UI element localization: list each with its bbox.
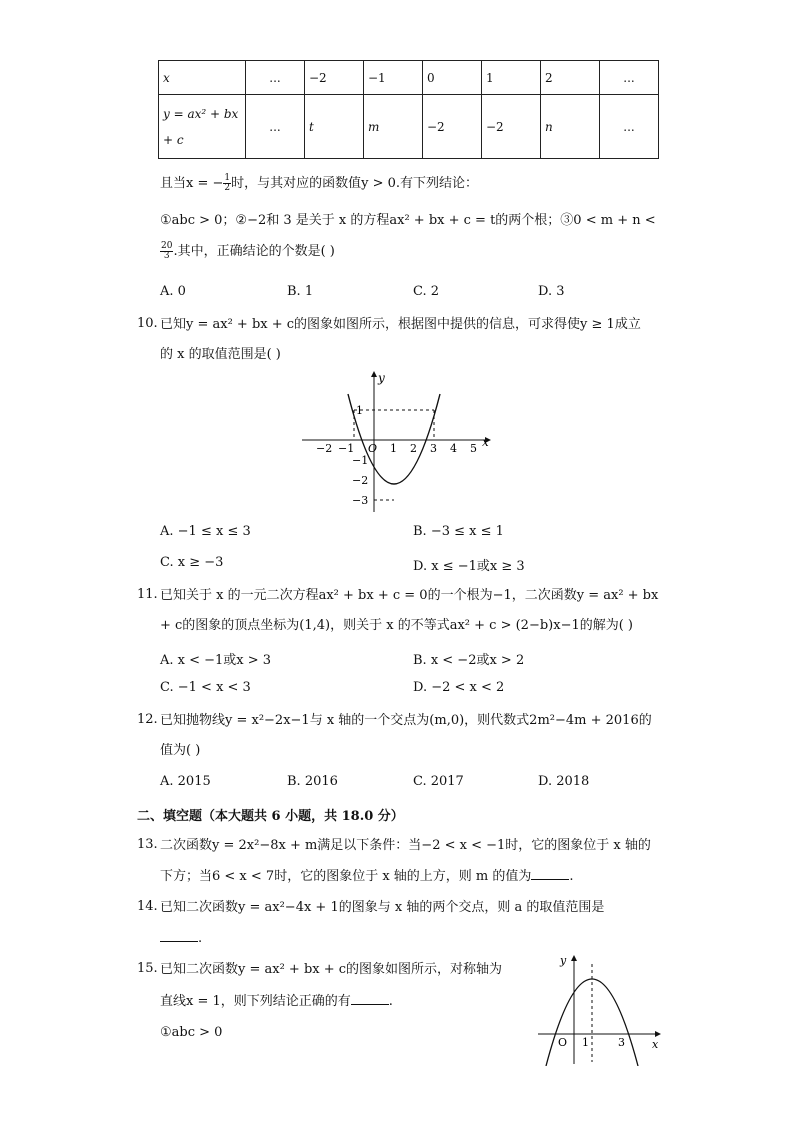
row-label-line: y = ax² + bx: [163, 106, 239, 121]
q11-line1: 已知关于 x 的一元二次方程ax² + bx + c = 0的一个根为−1，二次函数y = ax² + bx: [160, 588, 659, 603]
x-tick-label: −2: [316, 442, 333, 455]
q14-line1: 已知二次函数y = ax²−4x + 1的图象与 x 轴的两个交点，则 a 的取值范围是: [160, 900, 605, 915]
option-d[interactable]: D. 2018: [538, 774, 590, 789]
x-tick-label: 5: [470, 442, 477, 455]
option-a[interactable]: A. x < −1或x > 3: [160, 653, 272, 668]
option-c[interactable]: C. −1 < x < 3: [160, 680, 251, 695]
x-tick-label: 1: [390, 442, 397, 455]
y-tick-label: −1: [352, 454, 369, 467]
fraction-num: 20: [161, 241, 173, 251]
table-cell: [159, 95, 246, 159]
q15-text: .: [388, 994, 393, 1009]
option-b[interactable]: B. 2016: [287, 774, 338, 789]
fraction-den: 2: [224, 183, 231, 193]
question-number: 12.: [137, 712, 158, 727]
table-cell: ...: [600, 61, 659, 95]
q13-line2: [160, 867, 574, 886]
q9-line2: ①abc > 0；②−2和 3 是关于 x 的方程ax² + bx + c = t的两个根；③0 < m + n <: [160, 213, 656, 228]
q9-line3: [160, 242, 335, 261]
option-b[interactable]: B. x < −2或x > 2: [413, 653, 525, 668]
q10-line2: 的 x 的取值范围是( ): [160, 347, 281, 362]
fraction-num: 1: [224, 173, 231, 183]
option-c[interactable]: C. x ≥ −3: [160, 555, 224, 570]
question-number: 15.: [137, 961, 158, 976]
x-tick-label: −1: [338, 442, 355, 455]
question-number: 10.: [137, 316, 158, 331]
origin-label: O: [368, 442, 378, 455]
fraction: [160, 242, 173, 261]
y-axis-label: y: [560, 954, 567, 967]
values-table: [158, 60, 659, 159]
q15-text: 直线x = 1，则下列结论正确的有: [160, 994, 351, 1009]
q10-line1: 已知y = ax² + bx + c的图象如图所示，根据图中提供的信息，可求得使y ≥ 1成立: [160, 317, 641, 332]
table-cell: ...: [246, 61, 305, 95]
fraction: [223, 174, 231, 193]
q12-line1: 已知抛物线y = x²−2x−1与 x 轴的一个交点为(m,0)，则代数式2m²−4m + 2016的: [160, 713, 652, 728]
table-cell: m: [364, 95, 423, 159]
table-cell: −2: [423, 95, 482, 159]
section-heading: 二、填空题（本大题共 6 小题，共 18.0 分）: [137, 809, 404, 824]
option-d[interactable]: D. x ≤ −1或x ≥ 3: [413, 559, 525, 574]
table-cell: 2: [541, 61, 600, 95]
table-row: [159, 61, 659, 95]
q14-line2: [160, 929, 202, 948]
option-b[interactable]: B. 1: [287, 284, 314, 299]
table-cell: −2: [305, 61, 364, 95]
option-c[interactable]: C. 2: [413, 284, 440, 299]
option-b[interactable]: B. −3 ≤ x ≤ 1: [413, 524, 504, 539]
option-d[interactable]: D. −2 < x < 2: [413, 680, 505, 695]
fraction-den: 3: [163, 251, 170, 261]
table-cell: x: [159, 61, 246, 95]
q11-line2: + c的图象的顶点坐标为(1,4)，则关于 x 的不等式ax² + c > (2−b)x−1的解为( ): [160, 618, 634, 633]
table-cell: t: [305, 95, 364, 159]
origin-label: O: [558, 1036, 568, 1049]
parabola-curve: [546, 979, 638, 1066]
q9-text: 时，与其对应的函数值y > 0.有下列结论：: [231, 176, 479, 191]
table-row: [159, 95, 659, 159]
q15-line2: [160, 992, 393, 1011]
x-tick-label: 2: [410, 442, 417, 455]
answer-blank[interactable]: [351, 992, 389, 1005]
option-d[interactable]: D. 3: [538, 284, 565, 299]
option-c[interactable]: C. 2017: [413, 774, 464, 789]
y-axis-label: y: [378, 371, 385, 385]
table-cell: ...: [600, 95, 659, 159]
table-cell: n: [541, 95, 600, 159]
y-tick-label: 1: [356, 404, 363, 417]
x-tick-label: 4: [450, 442, 457, 455]
x-tick-label: 3: [430, 442, 437, 455]
x-tick-label: 3: [618, 1036, 625, 1049]
x-axis-label: x: [482, 435, 489, 449]
q10-parabola-graph: [296, 368, 496, 516]
table-cell: 0: [423, 61, 482, 95]
option-a[interactable]: A. 0: [160, 284, 186, 299]
option-a[interactable]: A. 2015: [160, 774, 211, 789]
table-cell: −1: [364, 61, 423, 95]
q15-line1: 已知二次函数y = ax² + bx + c的图象如图所示，对称轴为: [160, 962, 503, 977]
question-number: 14.: [137, 899, 158, 914]
x-axis-label: x: [652, 1038, 659, 1051]
x-tick-label: 1: [582, 1036, 589, 1049]
q14-text: .: [198, 931, 203, 946]
question-number: 13.: [137, 837, 158, 852]
table-cell: −2: [482, 95, 541, 159]
q13-text: .: [569, 869, 574, 884]
q12-line2: 值为( ): [160, 743, 201, 758]
answer-blank[interactable]: [531, 867, 569, 880]
q13-line1: 二次函数y = 2x²−8x + m满足以下条件：当−2 < x < −1时，它的图象位于 x 轴的: [160, 838, 651, 853]
q15-parabola-graph: [534, 950, 664, 1066]
answer-blank[interactable]: [160, 929, 198, 942]
q15-line3: ①abc > 0: [160, 1025, 223, 1040]
table-cell: ...: [246, 95, 305, 159]
q9-text: .其中，正确结论的个数是( ): [173, 244, 335, 259]
y-tick-label: −2: [352, 474, 369, 487]
y-tick-label: −3: [352, 494, 369, 507]
q9-text: 且当x = −: [160, 176, 224, 191]
q13-text: 下方；当6 < x < 7时，它的图象位于 x 轴的上方，则 m 的值为: [160, 869, 532, 884]
option-a[interactable]: A. −1 ≤ x ≤ 3: [160, 524, 251, 539]
question-number: 11.: [137, 587, 158, 602]
table-cell: 1: [482, 61, 541, 95]
row-label-line: + c: [163, 132, 184, 147]
q9-line1: [160, 174, 478, 193]
